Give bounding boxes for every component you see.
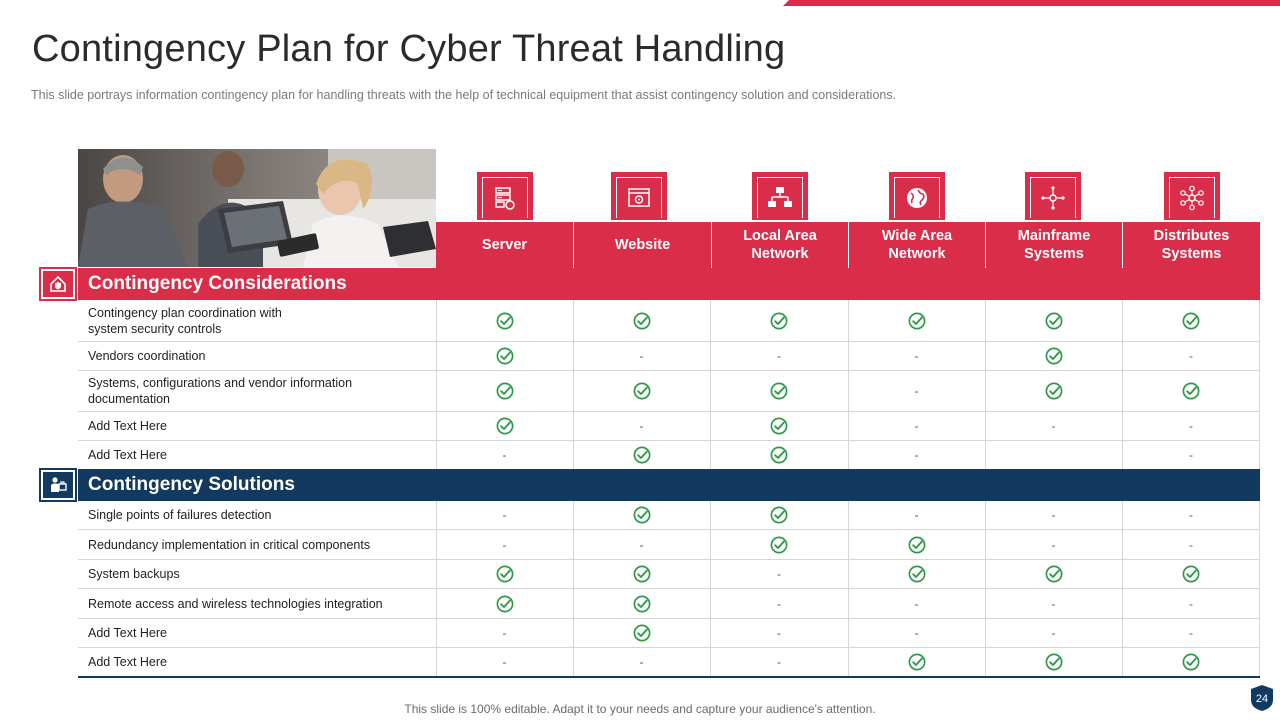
- row-label: Vendors coordination: [88, 349, 206, 363]
- dash-mark: -: [1189, 349, 1193, 363]
- column-header-mainframe: Mainframe Systems: [985, 222, 1122, 268]
- table-cell: [573, 441, 710, 469]
- table-cell: [985, 530, 1122, 559]
- check-icon: [1045, 653, 1063, 671]
- table-cell: [1122, 530, 1260, 559]
- table-cell: [436, 648, 573, 676]
- check-icon: [633, 624, 651, 642]
- table-cell: [573, 371, 710, 411]
- table-cell: [710, 648, 848, 676]
- server-icon-tab: [477, 172, 533, 220]
- check-icon: [1045, 347, 1063, 365]
- dash-mark: -: [502, 655, 507, 669]
- check-icon: [908, 312, 926, 330]
- row-label: Add Text Here: [88, 626, 167, 640]
- table-row: [78, 560, 1260, 589]
- table-cell: [1122, 342, 1260, 370]
- table-cell: [1122, 560, 1260, 588]
- table-row: [78, 441, 1260, 469]
- table-cell: [436, 530, 573, 559]
- dash-mark: -: [914, 448, 919, 462]
- table-bottom-border: [78, 676, 1260, 678]
- table-row: [78, 619, 1260, 648]
- row-label: Add Text Here: [88, 448, 167, 462]
- dash-mark: -: [502, 626, 507, 640]
- table-cell: [1122, 300, 1260, 341]
- solution-person-icon: [48, 475, 68, 495]
- table-cell: [985, 300, 1122, 341]
- page-title: Contingency Plan for Cyber Threat Handling: [32, 28, 786, 70]
- dash-mark: -: [502, 448, 507, 462]
- table-cell: [573, 300, 710, 341]
- dash-mark: -: [1051, 508, 1056, 522]
- table-cell: [985, 560, 1122, 588]
- table-cell: [436, 371, 573, 411]
- table-cell: [985, 589, 1122, 618]
- table-cell: [710, 371, 848, 411]
- dash-mark: -: [1051, 626, 1056, 640]
- table-row: [78, 648, 1260, 676]
- dash-mark: -: [1051, 419, 1056, 433]
- dash-mark: -: [1189, 448, 1193, 462]
- table-cell: [848, 589, 985, 618]
- table-cell: [573, 619, 710, 647]
- check-icon: [1045, 312, 1063, 330]
- table-cell: [710, 589, 848, 618]
- dash-mark: -: [1051, 596, 1056, 611]
- considerations-section-icon: [39, 267, 77, 301]
- check-icon: [770, 417, 788, 435]
- dash-mark: -: [914, 508, 919, 522]
- dash-mark: -: [639, 655, 644, 669]
- table-row: [78, 371, 1260, 412]
- column-header-lan: Local Area Network: [711, 222, 848, 268]
- table-cell: [573, 530, 710, 559]
- table-cell: [436, 560, 573, 588]
- dash-mark: -: [1189, 537, 1193, 552]
- dash-mark: -: [502, 508, 507, 522]
- distributed-network-icon-tab: [1164, 172, 1220, 220]
- dash-mark: -: [639, 537, 644, 552]
- check-icon: [1182, 382, 1200, 400]
- column-header-website: Website: [573, 222, 711, 268]
- column-header-server: Server: [481, 237, 528, 253]
- check-icon: [1182, 312, 1200, 330]
- table-cell: [848, 530, 985, 559]
- dash-mark: -: [639, 349, 644, 363]
- column-header-wan: Wide Area Network: [848, 222, 985, 268]
- table-cell: [985, 342, 1122, 370]
- page-number: 24: [1255, 693, 1269, 705]
- table-cell: [985, 648, 1122, 676]
- website-icon: [626, 185, 652, 211]
- check-icon: [1045, 565, 1063, 583]
- check-icon: [1045, 382, 1063, 400]
- table-cell: [1122, 619, 1260, 647]
- table-cell: [436, 589, 573, 618]
- top-accent-bar: [783, 0, 1280, 6]
- dash-mark: -: [914, 596, 919, 611]
- section-title-solutions: Contingency Solutions: [88, 474, 295, 495]
- section-bar-solutions: [78, 469, 1260, 501]
- table-cell: [573, 412, 710, 440]
- check-icon: [633, 595, 651, 613]
- check-icon: [1182, 565, 1200, 583]
- table-cell: [1122, 441, 1260, 469]
- footer-note: This slide is 100% editable. Adapt it to your needs and capture your audience's attention.: [404, 702, 876, 716]
- table-cell: [573, 501, 710, 529]
- row-label: Redundancy implementation in critical components: [88, 537, 371, 552]
- table-cell: [985, 619, 1122, 647]
- table-cell: [436, 342, 573, 370]
- solutions-section-icon: [39, 468, 77, 502]
- table-cell: [710, 560, 848, 588]
- table-cell: [436, 441, 573, 469]
- check-icon: [496, 417, 514, 435]
- server-icon: [492, 185, 518, 211]
- dash-mark: -: [1189, 508, 1193, 522]
- globe-icon-tab: [889, 172, 945, 220]
- table-cell: [573, 342, 710, 370]
- dash-mark: -: [777, 596, 781, 611]
- dash-mark: -: [502, 537, 507, 552]
- row-label: Remote access and wireless technologies integration: [88, 596, 383, 611]
- dash-mark: -: [777, 349, 781, 363]
- table-cell: [436, 412, 573, 440]
- check-icon: [496, 347, 514, 365]
- website-icon-tab: [611, 172, 667, 220]
- row-label: Systems, configurations and vendor information documentation: [88, 376, 353, 406]
- table-cell: [1122, 589, 1260, 618]
- dash-mark: -: [914, 419, 919, 433]
- row-label: Single points of failures detection: [88, 508, 272, 522]
- network-hub-icon-tab: [1025, 172, 1081, 220]
- table-cell: [710, 342, 848, 370]
- check-icon: [633, 446, 651, 464]
- check-icon: [770, 312, 788, 330]
- table-row: [78, 589, 1260, 619]
- check-icon: [496, 595, 514, 613]
- table-cell: [710, 441, 848, 469]
- table-cell: [985, 412, 1122, 440]
- table-cell: [436, 619, 573, 647]
- table-cell: [848, 371, 985, 411]
- table-cell: [436, 501, 573, 529]
- check-icon: [908, 536, 926, 554]
- table-cell: [1122, 371, 1260, 411]
- dash-mark: -: [777, 626, 781, 640]
- dash-mark: -: [914, 626, 919, 640]
- check-icon: [770, 506, 788, 524]
- table-cell: [848, 300, 985, 341]
- table-cell: [710, 412, 848, 440]
- table-cell: [710, 530, 848, 559]
- dash-mark: -: [1051, 537, 1056, 552]
- table-cell: [848, 619, 985, 647]
- row-label: Add Text Here: [88, 655, 167, 669]
- lan-icon-tab: [752, 172, 808, 220]
- dash-mark: -: [914, 349, 919, 363]
- check-icon: [1182, 653, 1200, 671]
- table-cell: [710, 501, 848, 529]
- dash-mark: -: [1189, 596, 1193, 611]
- table-cell: [436, 300, 573, 341]
- check-icon: [633, 382, 651, 400]
- table-cell: [848, 501, 985, 529]
- check-icon: [496, 382, 514, 400]
- dash-mark: -: [1189, 626, 1193, 640]
- check-icon: [908, 565, 926, 583]
- check-icon: [770, 536, 788, 554]
- check-icon: [908, 653, 926, 671]
- dash-mark: -: [639, 419, 644, 433]
- table-row: [78, 300, 1260, 342]
- lan-icon: [767, 185, 793, 211]
- dash-mark: -: [914, 384, 919, 398]
- table-row: [78, 530, 1260, 560]
- row-label: System backups: [88, 567, 180, 581]
- check-icon: [496, 565, 514, 583]
- table-cell: [573, 560, 710, 588]
- table-cell: [573, 648, 710, 676]
- check-icon: [496, 312, 514, 330]
- section-title-considerations: Contingency Considerations: [88, 273, 347, 294]
- table-cell: [985, 441, 1122, 469]
- table-cell: [710, 300, 848, 341]
- house-shield-icon: [48, 274, 68, 294]
- table-row: [78, 501, 1260, 530]
- section-bar-considerations: [78, 268, 1260, 300]
- row-label: Add Text Here: [88, 419, 167, 433]
- team-meeting-photo: [78, 149, 436, 267]
- dash-mark: -: [777, 655, 781, 669]
- check-icon: [633, 506, 651, 524]
- column-header-row: [436, 222, 1260, 268]
- table-cell: [848, 412, 985, 440]
- table-cell: [1122, 412, 1260, 440]
- table-cell: [848, 342, 985, 370]
- table-cell: [848, 441, 985, 469]
- page-subtitle: This slide portrays information contingency plan for handling threats with the help of technical equipment that assist contingency solution and considerations.: [31, 88, 897, 102]
- globe-icon: [904, 185, 930, 211]
- dash-mark: -: [777, 567, 781, 581]
- table-cell: [985, 371, 1122, 411]
- table-cell: [848, 560, 985, 588]
- column-header-distributed: Distributes Systems: [1122, 222, 1260, 268]
- table-cell: [1122, 501, 1260, 529]
- table-cell: [1122, 648, 1260, 676]
- dash-mark: -: [1189, 419, 1193, 433]
- table-cell: [573, 589, 710, 618]
- table-cell: [985, 501, 1122, 529]
- table-row: [78, 412, 1260, 441]
- table-row: [78, 342, 1260, 371]
- table-cell: [848, 648, 985, 676]
- row-label: Contingency plan coordination with system security controls: [88, 305, 282, 336]
- network-hub-icon: [1040, 185, 1066, 211]
- check-icon: [633, 312, 651, 330]
- table-cell: [710, 619, 848, 647]
- distributed-network-icon: [1179, 185, 1205, 211]
- check-icon: [770, 446, 788, 464]
- check-icon: [770, 382, 788, 400]
- check-icon: [633, 565, 651, 583]
